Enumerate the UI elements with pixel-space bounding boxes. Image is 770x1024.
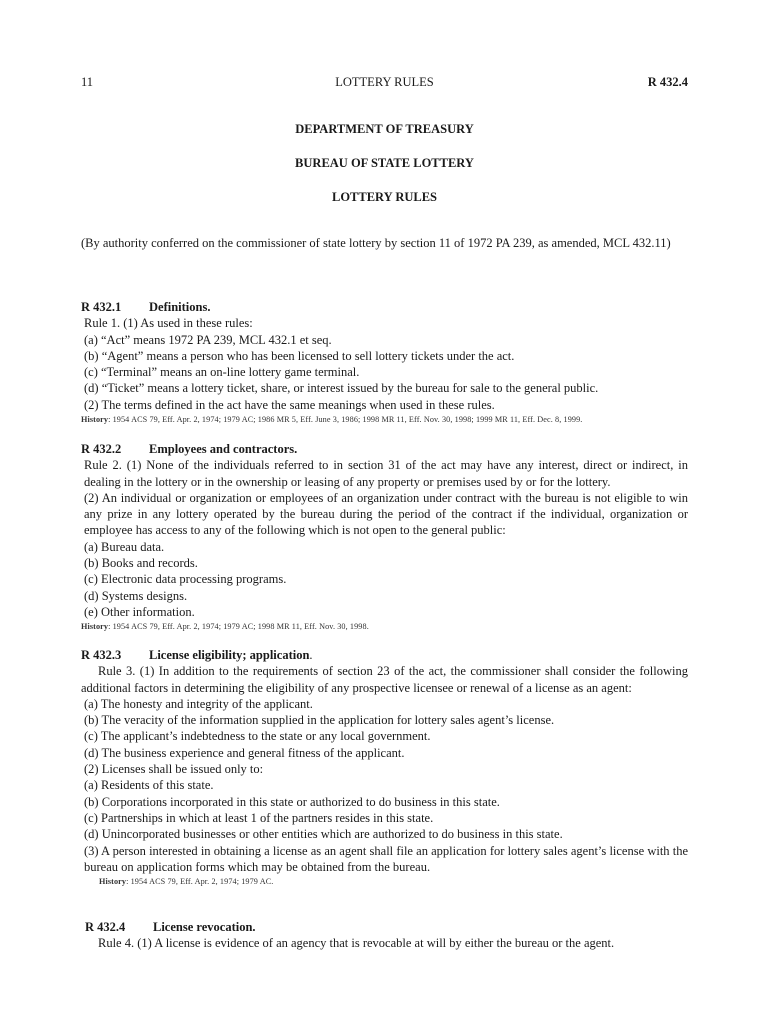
rule-title: License eligibility; application <box>149 648 310 662</box>
history-note <box>81 620 688 633</box>
rule-number: R 432.3 <box>81 648 122 662</box>
rule-title: License revocation. <box>153 920 256 934</box>
rule-line: Rule 4. (1) A license is evidence of an agency that is revocable at will by either the bureau or the agent. <box>98 936 615 951</box>
running-header <box>81 75 688 91</box>
rule-number: R 432.4 <box>85 920 126 934</box>
rules-title: LOTTERY RULES <box>331 190 438 204</box>
running-title: LOTTERY RULES <box>335 75 434 89</box>
authority-statement <box>81 235 688 251</box>
section-reference: R 432.4 <box>647 75 688 89</box>
rule-line: (a) “Act” means 1972 PA 239, MCL 432.1 et seq. <box>84 332 332 347</box>
bureau-title: BUREAU OF STATE LOTTERY <box>295 156 474 170</box>
rule-line: (a) The honesty and integrity of the applicant. <box>84 696 313 711</box>
rule-section-432-4 <box>85 919 688 952</box>
rule-number: R 432.1 <box>81 300 122 314</box>
rule-line: (b) Corporations incorporated in this state or authorized to do business in this state. <box>84 794 500 809</box>
rule-line: (2) The terms defined in the act have the same meanings when used in these rules. <box>84 397 495 412</box>
rule-title: Definitions. <box>149 300 211 314</box>
rule-line: (d) Unincorporated businesses or other entities which are authorized to do business in this state. <box>84 827 563 842</box>
rule-heading <box>81 441 688 457</box>
rule-line: (e) Other information. <box>84 604 195 619</box>
rule-paragraph: Rule 2. (1) None of the individuals referred to in section 31 of the act may have any interest, direct or indirect, in dealing in the lottery or in the ownership or leasing of any property or premises used by or for the lottery. <box>84 458 688 489</box>
rule-heading <box>85 919 688 935</box>
rule-line: (b) The veracity of the information supplied in the application for lottery sales agent’s license. <box>84 713 555 728</box>
rule-section-432-3 <box>81 647 688 888</box>
rule-number: R 432.2 <box>81 442 122 456</box>
history-text: : 1954 ACS 79, Eff. Apr. 2, 1974; 1979 AC; 1986 MR 5, Eff. June 3, 1986; 1998 MR 11, Eff. Nov. 30, 1998; 1999 MR 11, Eff. Dec. 8, 1999. <box>108 415 583 425</box>
history-label: History <box>99 877 127 887</box>
rule-line: (c) Partnerships in which at least 1 of the partners resides in this state. <box>84 810 434 825</box>
rule-paragraph: (2) An individual or organization or employees of an organization under contract with the bureau is not eligible to win any prize in any lottery operated by the bureau during the period of the contract if the individual, organization or employee has access to any of the following which is not open to the general public: <box>84 490 688 538</box>
authority-text: (By authority conferred on the commissioner of state lottery by section 11 of 1972 PA 239, as amended, MCL 432.11) <box>81 236 671 250</box>
rule-line: (c) “Terminal” means an on-line lottery game terminal. <box>84 365 360 380</box>
rule-paragraph: (3) A person interested in obtaining a license as an agent shall file an application for lottery sales agent’s license with the bureau on application forms which may be obtained from the bureau. <box>84 843 688 874</box>
history-text: : 1954 ACS 79, Eff. Apr. 2, 1974; 1979 AC. <box>126 877 274 887</box>
history-text: : 1954 ACS 79, Eff. Apr. 2, 1974; 1979 AC; 1998 MR 11, Eff. Nov. 30, 1998. <box>108 622 369 632</box>
rule-section-432-1 <box>81 299 688 426</box>
rule-line: (d) The business experience and general fitness of the applicant. <box>84 745 405 760</box>
rule-line: (c) The applicant’s indebtedness to the state or any local government. <box>84 729 431 744</box>
rule-heading <box>81 647 688 663</box>
rule-heading <box>81 299 688 315</box>
history-label: History <box>81 622 109 632</box>
rule-title-period: . <box>309 648 313 662</box>
rule-line: (a) Residents of this state. <box>84 778 214 793</box>
rule-title: Employees and contractors. <box>149 442 298 456</box>
rule-line: (2) Licenses shall be issued only to: <box>84 762 264 777</box>
rule-line: (b) Books and records. <box>84 556 198 571</box>
rule-line: (b) “Agent” means a person who has been licensed to sell lottery tickets under the act. <box>84 348 515 363</box>
rule-line: Rule 1. (1) As used in these rules: <box>84 316 253 331</box>
history-note <box>81 413 688 426</box>
rule-line: (a) Bureau data. <box>84 539 165 554</box>
rule-line: (c) Electronic data processing programs. <box>84 572 287 587</box>
department-title: DEPARTMENT OF TREASURY <box>295 122 474 136</box>
rule-section-432-2 <box>81 441 688 633</box>
page-number: 11 <box>81 75 94 89</box>
rule-paragraph: Rule 3. (1) In addition to the requirements of section 23 of the act, the commissioner shall consider the following additional factors in determining the eligibility of any prospective licensee or renewal of a license as an agent: <box>81 664 688 695</box>
rule-line: (d) Systems designs. <box>84 588 188 603</box>
history-note <box>81 875 688 888</box>
history-label: History <box>81 415 109 425</box>
rule-line: (d) “Ticket” means a lottery ticket, share, or interest issued by the bureau for sale to the general public. <box>84 381 599 396</box>
